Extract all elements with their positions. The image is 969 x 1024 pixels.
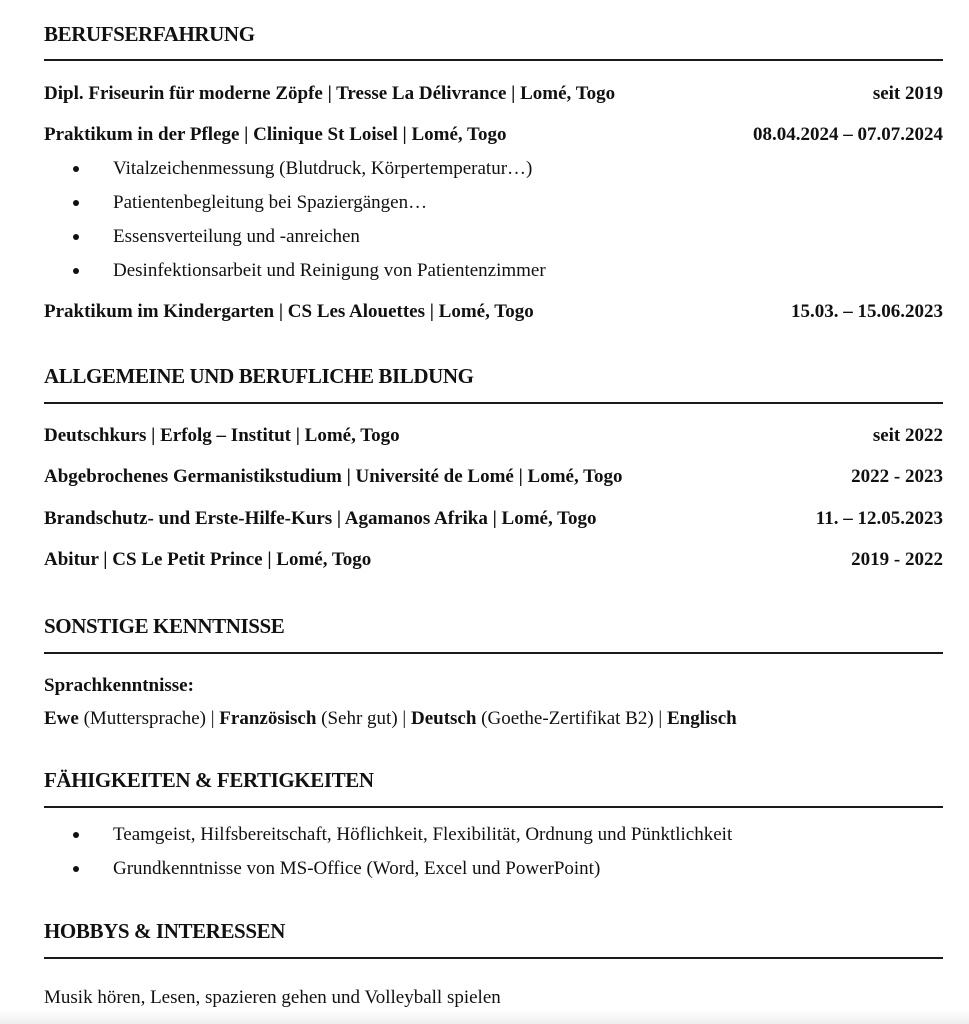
- other-skills-heading: SONSTIGE KENNTNISSE: [44, 614, 285, 638]
- experience-entry-1: [44, 83, 943, 105]
- entry-title: Deutschkurs | Erfolg – Institut | Lomé, Togo: [44, 425, 400, 446]
- education-rule: [44, 402, 943, 404]
- language-level: (Sehr gut) |: [316, 708, 411, 729]
- bullet-icon: [73, 166, 79, 172]
- entry-date: 2022 - 2023: [851, 466, 943, 487]
- education-heading: ALLGEMEINE UND BERUFLICHE BILDUNG: [44, 364, 474, 388]
- abilities-section: FÄHIGKEITEN & FERTIGKEITEN Teamgeist, Hilfsbereitschaft, Höflichkeit, Flexibilität, Ordnung und Pünktlichkeit Grundkenntnisse von MS-Office (Word, Excel und PowerPoint): [44, 768, 943, 792]
- hobbies-rule: [44, 957, 943, 959]
- other-skills-rule: [44, 652, 943, 654]
- experience-entry-2: [44, 124, 943, 146]
- education-entry-1: [44, 425, 943, 447]
- entry-date: seit 2019: [872, 83, 943, 104]
- language-name: Französisch: [219, 708, 317, 729]
- entry-date: 11. – 12.05.2023: [815, 508, 943, 529]
- entry-date: seit 2022: [872, 425, 943, 446]
- experience-entry-3: [44, 301, 943, 323]
- languages-line: [44, 708, 737, 730]
- entry-title: Dipl. Friseurin für moderne Zöpfe | Tresse La Délivrance | Lomé, Togo: [44, 83, 616, 104]
- page-bottom-edge: [0, 1010, 969, 1024]
- bullet-icon: [73, 200, 79, 206]
- entry-date: 2019 - 2022: [851, 549, 943, 570]
- entry-title: Praktikum im Kindergarten | CS Les Alouettes | Lomé, Togo: [44, 301, 534, 322]
- language-level: (Muttersprache) |: [78, 708, 220, 729]
- entry-date: 15.03. – 15.06.2023: [791, 301, 943, 322]
- education-entry-3: [44, 508, 943, 530]
- language-level: (Goethe-Zertifikat B2) |: [476, 708, 667, 729]
- entry-title: Praktikum in der Pflege | Clinique St Loisel | Lomé, Togo: [44, 124, 507, 145]
- languages-label: Sprachkenntnisse:: [44, 675, 194, 696]
- entry-date: 08.04.2024 – 07.07.2024: [753, 124, 943, 145]
- entry-title: Brandschutz- und Erste-Hilfe-Kurs | Agamanos Afrika | Lomé, Togo: [44, 508, 597, 529]
- experience-heading: BERUFSERFAHRUNG: [44, 22, 255, 46]
- bullet-icon: [73, 234, 79, 240]
- language-name: Deutsch: [410, 708, 477, 729]
- hobbies-text: Musik hören, Lesen, spazieren gehen und Volleyball spielen: [44, 987, 501, 1008]
- bullet-icon: [73, 268, 79, 274]
- language-name: Englisch: [667, 708, 737, 729]
- entry-title: Abgebrochenes Germanistikstudium | Université de Lomé | Lomé, Togo: [44, 466, 623, 487]
- language-name: Ewe: [44, 708, 79, 729]
- entry-title: Abitur | CS Le Petit Prince | Lomé, Togo: [44, 549, 372, 570]
- hobbies-section: [44, 919, 943, 1008]
- hobbies-heading: HOBBYS & INTERESSEN: [44, 919, 285, 943]
- experience-rule: [44, 59, 943, 61]
- abilities-rule: [44, 806, 943, 808]
- other-skills-section: [44, 614, 943, 729]
- abilities-heading: FÄHIGKEITEN & FERTIGKEITEN: [44, 768, 374, 792]
- experience-section: BERUFSERFAHRUNG Dipl. Friseurin für moderne Zöpfe | Tresse La Délivrance | Lomé, Togo seit 2019 Praktikum in der Pflege | Clinique St Loisel | Lomé, Togo 08.04.2024 – 07.07.2024 Vitalzeichenmessung (Blutdruck, Körpertemperatur…) Patientenbegleitung bei Spaziergängen… Essensverteilung und -anreichen Desinfektionsarbeit und Reinigung von Patientenzimmer Praktikum im Kindergarten | CS Les Alouettes | Lomé, Togo 15.03. – 15.06.2023: [44, 22, 943, 322]
- education-entry-2: [44, 466, 943, 488]
- education-section: [44, 364, 943, 570]
- education-entry-4: [44, 549, 943, 571]
- bullet-icon: [73, 866, 79, 872]
- bullet-icon: [73, 832, 79, 838]
